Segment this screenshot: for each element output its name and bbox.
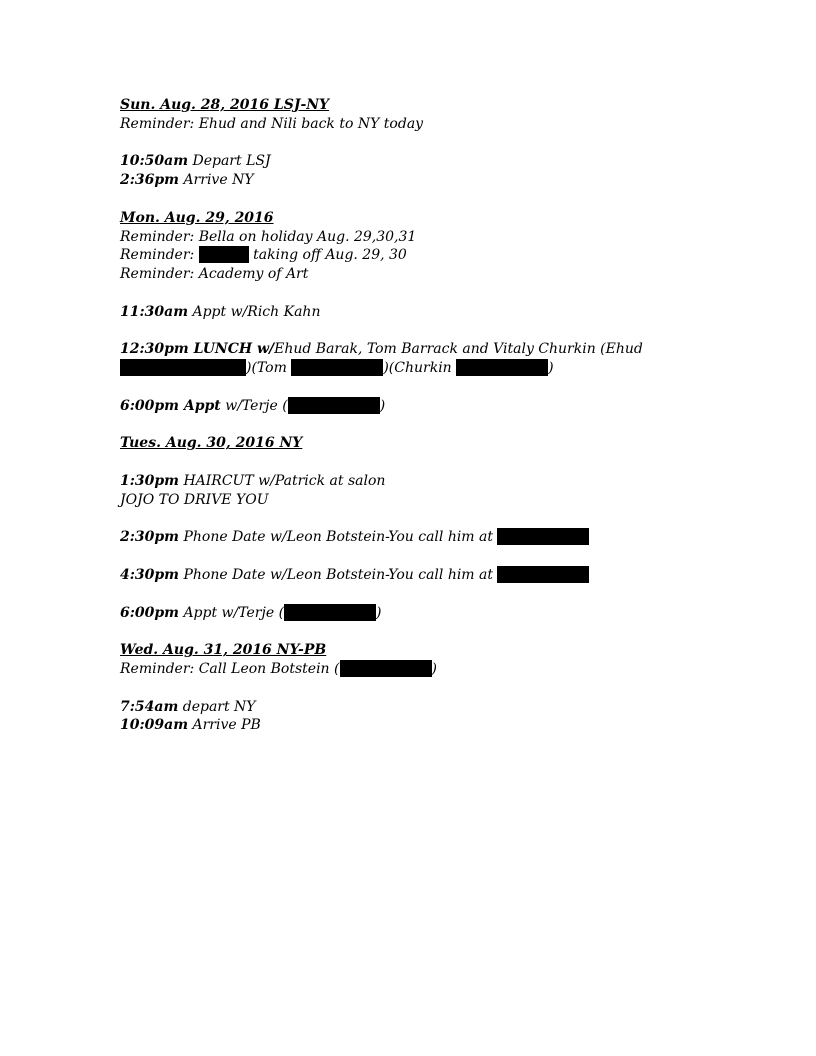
schedule-entry-lunch: [120, 340, 780, 359]
spacer: [120, 547, 780, 566]
redaction-block: [199, 246, 249, 263]
entry-text: Arrive NY: [179, 172, 254, 189]
schedule-entry-phone-date-2: 4:30pm Phone Date w/Leon Botstein-You call him at: [120, 566, 780, 585]
schedule-content: [120, 96, 780, 735]
redaction-block: [456, 359, 548, 376]
spacer: [120, 453, 780, 472]
schedule-entry-phone-date-1: 2:30pm Phone Date w/Leon Botstein-You call him at: [120, 528, 780, 547]
schedule-entry-appt-terje: 6:00pm Appt w/Terje ( ): [120, 397, 386, 414]
reminder-line: Reminder: Call Leon Botstein ( ): [120, 660, 437, 677]
schedule-entry-haircut: [120, 472, 780, 491]
driver-note: JOJO TO DRIVE YOU: [120, 491, 269, 508]
spacer: [120, 585, 780, 604]
entry-time: 4:30pm: [120, 566, 179, 583]
schedule-entry-appt-rich-kahn: [120, 303, 780, 322]
redaction-block: [291, 359, 383, 376]
spacer: [120, 190, 780, 209]
entry-time: 2:36pm: [120, 172, 179, 189]
entry-time: 6:00pm Appt: [120, 397, 221, 414]
reminder-line: Reminder: Academy of Art: [120, 266, 309, 283]
spacer: [120, 416, 780, 435]
schedule-entry-depart-lsj: [120, 152, 780, 171]
entry-text: Appt w/Rich Kahn: [188, 303, 321, 320]
schedule-entry-lunch-contacts: )(Tom )(Churkin ): [120, 359, 780, 378]
redaction-block: [120, 359, 246, 376]
day-heading-aug-29: Mon. Aug. 29, 2016: [120, 209, 274, 226]
reminder-line: Reminder: Bella on holiday Aug. 29,30,31: [120, 228, 417, 245]
day-heading-aug-30: Tues. Aug. 30, 2016 NY: [120, 435, 303, 452]
entry-text: HAIRCUT w/Patrick at salon: [179, 472, 386, 489]
reminder-line: Reminder: Ehud and Nili back to NY today: [120, 115, 424, 132]
spacer: [120, 322, 780, 341]
entry-time: 10:09am: [120, 717, 189, 734]
entry-time: 11:30am: [120, 303, 189, 320]
entry-text: Ehud Barak, Tom Barrack and Vitaly Churkin (Ehud: [274, 341, 643, 358]
day-heading-aug-31: Wed. Aug. 31, 2016 NY-PB: [120, 642, 327, 659]
spacer: [120, 679, 780, 698]
spacer: [120, 378, 780, 397]
redaction-block: [288, 397, 380, 414]
entry-text: Depart LSJ: [188, 153, 271, 170]
schedule-entry-arrive-ny: [120, 171, 780, 190]
entry-time: 10:50am: [120, 153, 189, 170]
reminder-line: Reminder: taking off Aug. 29, 30: [120, 247, 407, 264]
entry-text: depart NY: [178, 698, 256, 715]
entry-time: 2:30pm: [120, 529, 179, 546]
spacer: [120, 510, 780, 529]
spacer: [120, 284, 780, 303]
redaction-block: [497, 566, 589, 583]
day-heading-aug-28: Sun. Aug. 28, 2016 LSJ-NY: [120, 97, 330, 113]
entry-text: Arrive PB: [188, 717, 261, 734]
schedule-entry-depart-ny: [120, 698, 780, 717]
spacer: [120, 134, 780, 153]
spacer: [120, 622, 780, 641]
entry-time: 12:30pm LUNCH w/: [120, 341, 275, 358]
schedule-entry-appt-terje-2: 6:00pm Appt w/Terje ( ): [120, 604, 382, 621]
schedule-entry-arrive-pb: [120, 716, 780, 735]
redaction-block: [284, 604, 376, 621]
entry-time: 7:54am: [120, 698, 179, 715]
entry-time: 6:00pm: [120, 604, 179, 621]
entry-time: 1:30pm: [120, 472, 179, 489]
redaction-block: [340, 660, 432, 677]
redaction-block: [497, 528, 589, 545]
